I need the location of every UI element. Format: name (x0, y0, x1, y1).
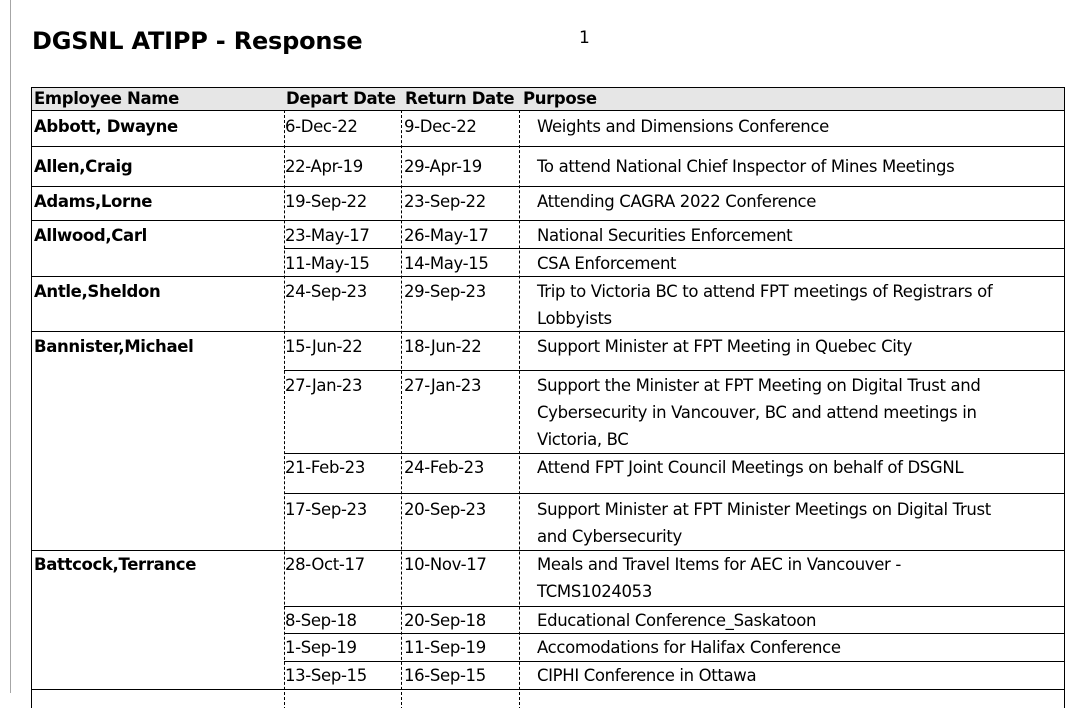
return-date: 16-Sep-15 (404, 666, 486, 685)
employee-name: Allen,Craig (34, 157, 133, 176)
header-return-date: Return Date (405, 89, 515, 108)
depart-date: 23-May-17 (285, 226, 370, 245)
purpose: Attend FPT Joint Council Meetings on behalf of DSGNL (537, 458, 964, 477)
row-separator (32, 146, 1064, 147)
depart-date: 27-Jan-23 (285, 376, 363, 395)
return-date: 29-Apr-19 (404, 157, 482, 176)
employee-name: Abbott, Dwayne (34, 117, 178, 136)
purpose-continued: and Cybersecurity (537, 527, 682, 546)
depart-date: 28-Oct-17 (285, 555, 365, 574)
depart-date: 21-Feb-23 (285, 458, 365, 477)
return-date: 23-Sep-22 (404, 192, 486, 211)
purpose-continued: Lobbyists (537, 309, 612, 328)
employee-name: Adams,Lorne (34, 192, 153, 211)
return-date: 29-Sep-23 (404, 282, 486, 301)
travel-table (31, 87, 1065, 708)
return-date: 14-May-15 (404, 254, 489, 273)
row-separator (32, 186, 1064, 187)
return-column-divider (401, 110, 402, 708)
purpose-continued: Cybersecurity in Vancouver, BC and attend meetings in (537, 403, 977, 422)
return-date: 24-Feb-23 (404, 458, 484, 477)
purpose-column-divider (519, 110, 520, 708)
page-edge (10, 0, 11, 693)
depart-date: 22-Apr-19 (285, 157, 363, 176)
purpose: Attending CAGRA 2022 Conference (537, 192, 817, 211)
header-employee-name: Employee Name (34, 89, 179, 108)
row-separator (284, 370, 1064, 371)
return-date: 20-Sep-18 (404, 611, 486, 630)
depart-date: 19-Sep-22 (285, 192, 367, 211)
purpose: Support the Minister at FPT Meeting on Digital Trust and (537, 376, 981, 395)
employee-name: Battcock,Terrance (34, 555, 197, 574)
row-separator (32, 689, 1064, 690)
purpose: Support Minister at FPT Minister Meetings on Digital Trust (537, 500, 991, 519)
depart-date: 11-May-15 (285, 254, 370, 273)
purpose: Educational Conference_Saskatoon (537, 611, 817, 630)
employee-name: Antle,Sheldon (34, 282, 161, 301)
purpose-continued: Victoria, BC (537, 430, 629, 449)
depart-date: 24-Sep-23 (285, 282, 367, 301)
return-date: 11-Sep-19 (404, 638, 486, 657)
purpose: To attend National Chief Inspector of Mines Meetings (537, 157, 955, 176)
purpose: Weights and Dimensions Conference (537, 117, 829, 136)
purpose: CIPHI Conference in Ottawa (537, 666, 757, 685)
purpose: CSA Enforcement (537, 254, 677, 273)
purpose-continued: TCMS1024053 (537, 582, 652, 601)
depart-date: 8-Sep-18 (285, 611, 357, 630)
purpose: Support Minister at FPT Meeting in Quebec City (537, 337, 913, 356)
employee-name: Bannister,Michael (34, 337, 194, 356)
header-purpose: Purpose (523, 89, 597, 108)
purpose: National Securities Enforcement (537, 226, 793, 245)
depart-date: 15-Jun-22 (285, 337, 363, 356)
document-title: DGSNL ATIPP - Response (32, 27, 363, 55)
return-date: 10-Nov-17 (404, 555, 487, 574)
return-date: 26-May-17 (404, 226, 489, 245)
return-date: 20-Sep-23 (404, 500, 486, 519)
row-separator (284, 493, 1064, 494)
page-number: 1 (579, 28, 590, 48)
table-header-row (32, 88, 1064, 111)
employee-name: Allwood,Carl (34, 226, 147, 245)
depart-date: 17-Sep-23 (285, 500, 367, 519)
return-date: 18-Jun-22 (404, 337, 482, 356)
return-date: 9-Dec-22 (404, 117, 477, 136)
purpose: Trip to Victoria BC to attend FPT meetings of Registrars of (537, 282, 993, 301)
row-separator (32, 220, 1064, 221)
purpose: Meals and Travel Items for AEC in Vancouver - (537, 555, 901, 574)
purpose: Accomodations for Halifax Conference (537, 638, 841, 657)
depart-date: 1-Sep-19 (285, 638, 357, 657)
header-depart-date: Depart Date (286, 89, 396, 108)
depart-date: 13-Sep-15 (285, 666, 367, 685)
depart-date: 6-Dec-22 (285, 117, 358, 136)
return-date: 27-Jan-23 (404, 376, 482, 395)
